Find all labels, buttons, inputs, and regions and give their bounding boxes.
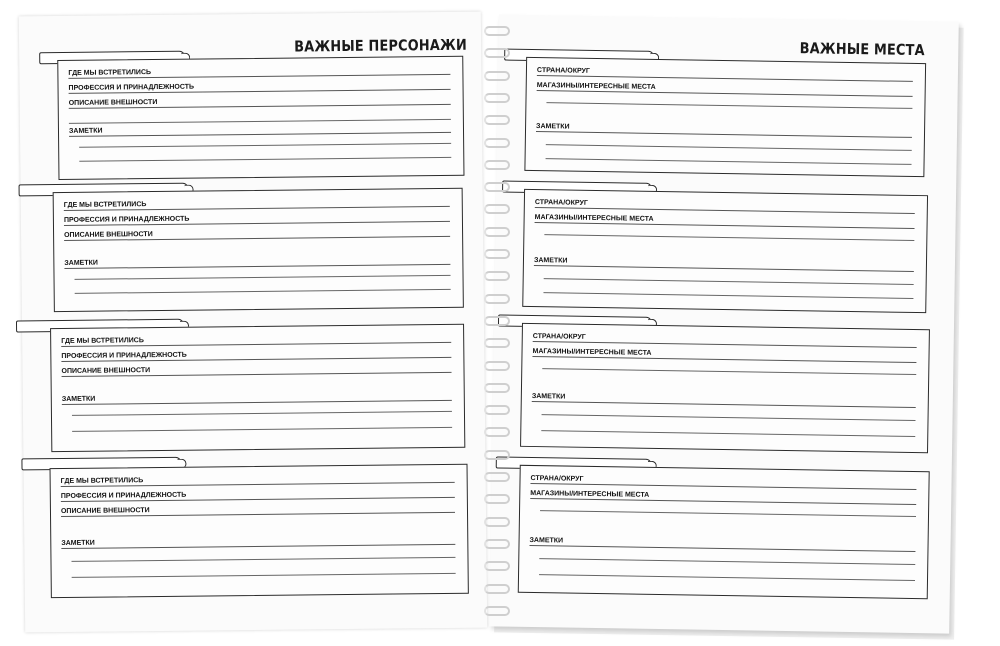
- field-appearance[interactable]: ОПИСАНИЕ ВНЕШНОСТИ: [69, 91, 451, 109]
- field-notes[interactable]: ЗАМЕТКИ: [62, 387, 452, 405]
- spiral-coil: [484, 138, 510, 148]
- right-page: [489, 14, 959, 633]
- field-notes[interactable]: ЗАМЕТКИ: [529, 532, 915, 552]
- spiral-coil: [484, 204, 510, 214]
- field-appearance[interactable]: ОПИСАНИЕ ВНЕШНОСТИ: [61, 499, 455, 517]
- spiral-coil: [484, 227, 510, 237]
- field-notes[interactable]: ЗАМЕТКИ: [532, 388, 916, 408]
- field-country[interactable]: СТРАНА/ОКРУГ: [530, 470, 916, 490]
- place-card: [518, 465, 930, 599]
- character-card: [50, 464, 469, 598]
- spiral-coil: [484, 361, 510, 371]
- field-notes[interactable]: ЗАМЕТКИ: [536, 118, 912, 138]
- spiral-coil: [484, 294, 510, 304]
- field-profession[interactable]: ПРОФЕССИЯ И ПРИНАДЛЕЖНОСТЬ: [61, 344, 451, 362]
- field-met[interactable]: ГДЕ МЫ ВСТРЕТИЛИСЬ: [61, 469, 455, 487]
- spiral-coil: [484, 383, 510, 393]
- spiral-coil: [484, 115, 510, 125]
- spiral-coil: [484, 427, 510, 437]
- page-title-places: ВАЖНЫЕ МЕСТА: [799, 39, 925, 60]
- spiral-coil: [484, 561, 510, 571]
- field-met[interactable]: ГДЕ МЫ ВСТРЕТИЛИСЬ: [68, 61, 450, 79]
- spiral-coil: [484, 405, 510, 415]
- spiral-coil: [484, 338, 510, 348]
- spiral-coil: [484, 271, 510, 281]
- left-page: [19, 12, 487, 633]
- spiral-coil: [484, 450, 510, 460]
- field-country[interactable]: СТРАНА/ОКРУГ: [535, 194, 915, 214]
- field-notes[interactable]: ЗАМЕТКИ: [64, 251, 450, 269]
- field-appearance[interactable]: ОПИСАНИЕ ВНЕШНОСТИ: [64, 223, 450, 241]
- character-card: [50, 324, 465, 452]
- field-appearance[interactable]: ОПИСАНИЕ ВНЕШНОСТИ: [61, 359, 451, 377]
- spiral-coil: [484, 26, 510, 36]
- field-met[interactable]: ГДЕ МЫ ВСТРЕТИЛИСЬ: [64, 193, 450, 211]
- field-notes[interactable]: ЗАМЕТКИ: [69, 119, 451, 137]
- field-shops[interactable]: МАГАЗИНЫ/ИНТЕРЕСНЫЕ МЕСТА: [537, 77, 913, 97]
- character-card: [57, 56, 464, 180]
- spiral-coil: [484, 472, 510, 482]
- page-title-characters: ВАЖНЫЕ ПЕРСОНАЖИ: [294, 35, 468, 56]
- field-notes[interactable]: ЗАМЕТКИ: [534, 252, 914, 272]
- place-card: [520, 323, 930, 453]
- spiral-coil: [484, 517, 510, 527]
- spiral-coil: [484, 71, 510, 81]
- field-country[interactable]: СТРАНА/ОКРУГ: [537, 62, 913, 82]
- spiral-coil: [484, 316, 510, 326]
- spiral-coil: [484, 606, 510, 616]
- spiral-coil: [484, 160, 510, 170]
- field-country[interactable]: СТРАНА/ОКРУГ: [533, 328, 917, 348]
- spiral-coil: [484, 48, 510, 58]
- spiral-coil: [484, 539, 510, 549]
- field-met[interactable]: ГДЕ МЫ ВСТРЕТИЛИСЬ: [61, 329, 451, 347]
- field-shops[interactable]: МАГАЗИНЫ/ИНТЕРЕСНЫЕ МЕСТА: [530, 485, 916, 505]
- spiral-coil: [484, 93, 510, 103]
- place-card: [522, 189, 928, 313]
- spiral-coil: [484, 584, 510, 594]
- spiral-coil: [484, 182, 510, 192]
- field-notes[interactable]: ЗАМЕТКИ: [61, 531, 455, 549]
- field-profession[interactable]: ПРОФЕССИЯ И ПРИНАДЛЕЖНОСТЬ: [61, 484, 455, 502]
- field-profession[interactable]: ПРОФЕССИЯ И ПРИНАДЛЕЖНОСТЬ: [68, 76, 450, 94]
- character-card: [53, 188, 464, 312]
- spiral-coil: [484, 249, 510, 259]
- spiral-coil: [484, 494, 510, 504]
- field-shops[interactable]: МАГАЗИНЫ/ИНТЕРЕСНЫЕ МЕСТА: [532, 343, 916, 363]
- field-profession[interactable]: ПРОФЕССИЯ И ПРИНАДЛЕЖНОСТЬ: [64, 208, 450, 226]
- field-shops[interactable]: МАГАЗИНЫ/ИНТЕРЕСНЫЕ МЕСТА: [535, 209, 915, 229]
- place-card: [524, 57, 926, 177]
